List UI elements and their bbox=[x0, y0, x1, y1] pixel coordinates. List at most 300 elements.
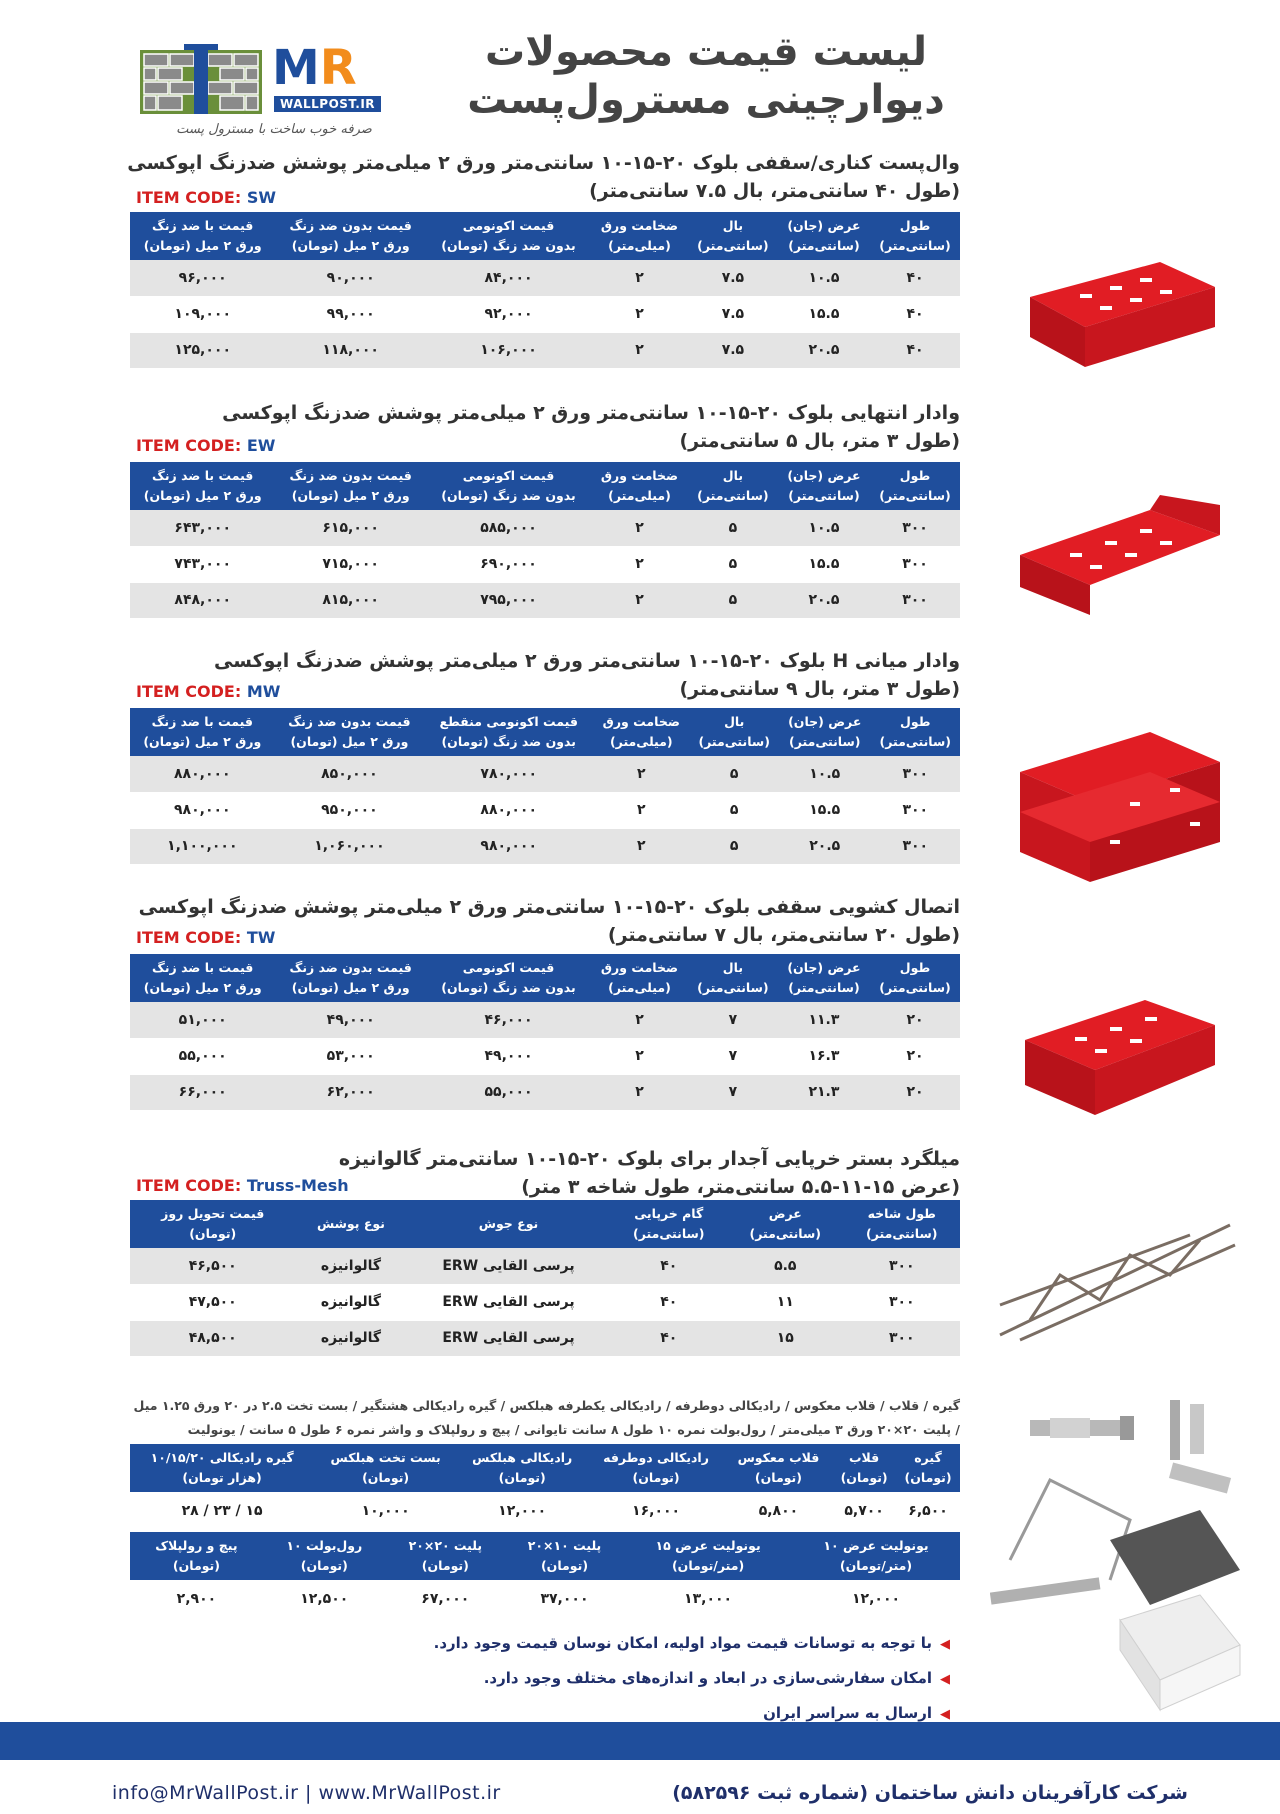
column-header bbox=[778, 462, 870, 510]
column-header-line: بدون ضد زنگ (تومان) bbox=[441, 488, 576, 503]
column-header bbox=[832, 1444, 896, 1492]
table-cell: ۳۰۰ bbox=[844, 1284, 960, 1320]
column-header-line: قیمت تحویل روز bbox=[161, 1206, 265, 1221]
column-header-line: بال bbox=[724, 714, 745, 729]
column-header-line: (سانتی‌متر) bbox=[879, 488, 951, 503]
table-cell: ۵,۷۰۰ bbox=[832, 1492, 896, 1530]
column-header bbox=[130, 1444, 314, 1492]
table-cell: ۵ bbox=[689, 792, 778, 828]
column-header-line: قیمت بدون ضد زنگ bbox=[289, 218, 412, 233]
column-header-line: (میلی‌متر) bbox=[608, 238, 671, 253]
column-header-line: (سانتی‌متر) bbox=[697, 238, 769, 253]
logo-wall-icon bbox=[140, 44, 262, 114]
table-cell: ۱۰.۵ bbox=[778, 510, 870, 546]
section-subtitle: (طول ۳ متر، بال ۹ سانتی‌متر) bbox=[679, 678, 960, 700]
section-title: میلگرد بستر خرپایی آجدار برای بلوک ۲۰-۱۵-۱۰ سانتی‌متر گالوانیزه bbox=[338, 1148, 960, 1170]
section-subtitle: (عرض ۱۵-۱۱-۵.۵ سانتی‌متر، طول شاخه ۳ متر) bbox=[521, 1176, 960, 1198]
column-header-line: عرض (جان) bbox=[787, 218, 861, 233]
table-cell: ۱۰.۵ bbox=[779, 756, 871, 792]
column-header-line: (تومان) bbox=[540, 1558, 589, 1573]
column-header-line: (میلی‌متر) bbox=[609, 734, 673, 749]
table-cell: ۱۵.۵ bbox=[778, 546, 870, 582]
table-cell: ۳۰۰ bbox=[871, 792, 960, 828]
column-header-line: (سانتی‌متر) bbox=[879, 238, 951, 253]
table-cell: ۷۱۵,۰۰۰ bbox=[275, 546, 426, 582]
table-row bbox=[130, 1284, 960, 1320]
section-title: وادار انتهایی بلوک ۲۰-۱۵-۱۰ سانتی‌متر ورق ۲ میلی‌متر پوشش ضدزنگ اپوکسی bbox=[222, 402, 960, 424]
column-header-line: گام خرپایی bbox=[634, 1206, 704, 1221]
column-header-line: قیمت با ضد زنگ bbox=[152, 468, 254, 483]
column-header-line: (متر/تومان) bbox=[671, 1558, 745, 1573]
table-cell: ۹۸۰,۰۰۰ bbox=[424, 828, 593, 864]
table-cell: ۵۸۵,۰۰۰ bbox=[426, 510, 591, 546]
column-header bbox=[130, 1200, 295, 1248]
column-header-line: (متر/تومان) bbox=[839, 1558, 913, 1573]
column-header-line: (سانتی‌متر) bbox=[788, 980, 860, 995]
column-header bbox=[130, 462, 275, 510]
table-cell: ۱۱.۳ bbox=[778, 1002, 870, 1038]
table-cell: ۵۵,۰۰۰ bbox=[130, 1038, 275, 1074]
table-cell: ۴۶,۰۰۰ bbox=[426, 1002, 591, 1038]
column-header-line: طول bbox=[899, 468, 931, 483]
note-text: امکان سفارشی‌سازی در ابعاد و اندازه‌های مختلف وجود دارد. bbox=[483, 1669, 932, 1687]
column-header-line: (سانتی‌متر) bbox=[879, 980, 951, 995]
table-cell: ۳۰۰ bbox=[870, 510, 960, 546]
table-cell: ۷۹۵,۰۰۰ bbox=[426, 582, 591, 618]
column-header-line: عرض bbox=[768, 1206, 802, 1221]
table-row bbox=[130, 582, 960, 618]
table-cell: پرسی القایی ERW bbox=[406, 1248, 610, 1284]
table-cell: ۳۰۰ bbox=[870, 546, 960, 582]
column-header bbox=[130, 212, 275, 260]
table-cell: ۵۵,۰۰۰ bbox=[426, 1074, 591, 1110]
column-header-line: قیمت با ضد زنگ bbox=[152, 960, 254, 975]
item-code-label: ITEM CODE: bbox=[136, 188, 242, 207]
footer-contact[interactable]: info@MrWallPost.ir | www.MrWallPost.ir bbox=[112, 1782, 501, 1804]
column-header bbox=[591, 212, 688, 260]
table-cell: ۲ bbox=[591, 546, 688, 582]
table-cell: ۸۴۸,۰۰۰ bbox=[130, 582, 275, 618]
table-cell: ۲۰.۵ bbox=[778, 332, 870, 368]
item-code bbox=[136, 928, 275, 947]
column-header bbox=[688, 954, 778, 1002]
footer-band bbox=[0, 1722, 1280, 1760]
table-cell: گالوانیزه bbox=[295, 1284, 406, 1320]
item-code-label: ITEM CODE: bbox=[136, 928, 242, 947]
table-cell: ۴۶,۵۰۰ bbox=[130, 1248, 295, 1284]
table-cell: ۳۷,۰۰۰ bbox=[505, 1580, 624, 1618]
column-header-line: قلاب bbox=[848, 1450, 880, 1465]
column-header-line: (هزار تومان) bbox=[182, 1470, 262, 1485]
column-header-line: پلیت ۲۰×۲۰ bbox=[408, 1538, 483, 1553]
table-row bbox=[130, 260, 960, 296]
table-row bbox=[130, 1074, 960, 1110]
table-cell: ۸۸۰,۰۰۰ bbox=[130, 756, 275, 792]
table-row bbox=[130, 1038, 960, 1074]
table-cell: پرسی القایی ERW bbox=[406, 1284, 610, 1320]
column-header-line: (تومان) bbox=[840, 1470, 888, 1485]
table-cell: ۱۵.۵ bbox=[779, 792, 871, 828]
column-header-line: یونولیت عرض ۱۵ bbox=[655, 1538, 761, 1553]
table-cell: ۴۰ bbox=[870, 296, 960, 332]
table-row bbox=[130, 332, 960, 368]
table-cell: ۴۹,۰۰۰ bbox=[426, 1038, 591, 1074]
table-cell: ۷.۵ bbox=[688, 296, 778, 332]
column-header-line: قیمت بدون ضد زنگ bbox=[289, 468, 412, 483]
triangle-bullet-icon: ◀ bbox=[940, 1707, 950, 1722]
table-cell: پرسی القایی ERW bbox=[406, 1320, 610, 1356]
table-cell: ۲ bbox=[591, 296, 688, 332]
table-header-row bbox=[130, 212, 960, 260]
item-code-label: ITEM CODE: bbox=[136, 1176, 242, 1195]
item-code-label: ITEM CODE: bbox=[136, 436, 242, 455]
item-code bbox=[136, 682, 280, 701]
column-header-line: عرض (جان) bbox=[787, 468, 861, 483]
column-header-line: بدون ضد زنگ (تومان) bbox=[441, 980, 576, 995]
logo-r: R bbox=[319, 40, 357, 96]
item-code-value: SW bbox=[246, 188, 276, 207]
table-cell: ۱۲,۰۰۰ bbox=[457, 1492, 587, 1530]
table-cell: ۲ bbox=[591, 1074, 688, 1110]
table-header-row bbox=[130, 954, 960, 1002]
table-cell: ۳۰۰ bbox=[870, 582, 960, 618]
table-cell: ۶۷,۰۰۰ bbox=[386, 1580, 505, 1618]
table-cell: ۱۱ bbox=[727, 1284, 843, 1320]
table-cell: ۵ bbox=[689, 828, 778, 864]
column-header-line: رادیکالی هبلکس bbox=[472, 1450, 573, 1465]
table-cell: ۷ bbox=[688, 1002, 778, 1038]
column-header-line: گیره رادیکالی ۱۰/۱۵/۲۰ bbox=[150, 1450, 294, 1465]
table-cell: ۹۰,۰۰۰ bbox=[275, 260, 426, 296]
column-header-line: قیمت بدون ضد زنگ bbox=[289, 960, 412, 975]
table-cell: ۱۲۵,۰۰۰ bbox=[130, 332, 275, 368]
table-cell: ۸۵۰,۰۰۰ bbox=[275, 756, 425, 792]
column-header-line: قیمت اکونومی bbox=[462, 960, 555, 975]
table-cell: ۱۰۹,۰۰۰ bbox=[130, 296, 275, 332]
column-header-line: بدون ضد زنگ (تومان) bbox=[441, 238, 576, 253]
table-cell: ۲۰ bbox=[870, 1074, 960, 1110]
table-cell: ۳۰۰ bbox=[871, 756, 960, 792]
column-header-line: (تومان) bbox=[189, 1226, 237, 1241]
accessories-image bbox=[990, 1390, 1250, 1720]
table-cell: ۴۷,۵۰۰ bbox=[130, 1284, 295, 1320]
column-header-line: قلاب معکوس bbox=[737, 1450, 820, 1465]
column-header-line: (سانتی‌متر) bbox=[866, 1226, 938, 1241]
logo-slogan: صرفه خوب ساخت با مسترول پست bbox=[176, 122, 372, 137]
table-cell: ۶۹۰,۰۰۰ bbox=[426, 546, 591, 582]
column-header-line: طول bbox=[900, 714, 931, 729]
table-header-row bbox=[130, 1532, 960, 1580]
wall-post-sw-image bbox=[1010, 242, 1230, 382]
table-cell: ۶۱۵,۰۰۰ bbox=[275, 510, 426, 546]
table-row bbox=[130, 510, 960, 546]
column-header bbox=[426, 212, 591, 260]
column-header-line: ضخامت ورق bbox=[600, 960, 679, 975]
column-header bbox=[406, 1200, 610, 1248]
table-cell: ۴۰ bbox=[611, 1284, 727, 1320]
table-cell: ۱۲,۵۰۰ bbox=[263, 1580, 386, 1618]
sliding-connector-tw-image bbox=[1015, 985, 1235, 1125]
column-header bbox=[727, 1200, 843, 1248]
table-cell: ۹۵۰,۰۰۰ bbox=[275, 792, 425, 828]
logo bbox=[140, 38, 410, 148]
column-header-line: قیمت با ضد زنگ bbox=[152, 218, 254, 233]
table-cell: ۱۰۶,۰۰۰ bbox=[426, 332, 591, 368]
item-code-value: MW bbox=[246, 682, 281, 701]
table-cell: ۸۱۵,۰۰۰ bbox=[275, 582, 426, 618]
column-header bbox=[611, 1200, 727, 1248]
column-header-line: (سانتی‌متر) bbox=[788, 488, 860, 503]
table-cell: گالوانیزه bbox=[295, 1248, 406, 1284]
accessories-intro-line: / پلیت ۲۰×۲۰ ورق ۳ میلی‌متر / رول‌بولت نمره ۱۰ طول ۸ سانت تایوانی / پیچ و رولپلاک و واشر نمره ۶ طول ۵ سانت / یونولیت bbox=[187, 1422, 960, 1437]
item-code bbox=[136, 188, 276, 207]
truss-price-table bbox=[130, 1200, 960, 1357]
column-header-line: بست تخت هبلکس bbox=[330, 1450, 441, 1465]
column-header bbox=[426, 462, 591, 510]
column-header-line: قیمت بدون ضد زنگ bbox=[288, 714, 411, 729]
column-header bbox=[426, 954, 591, 1002]
column-header-line: ورق ۲ میل (تومان) bbox=[291, 980, 410, 995]
item-code-label: ITEM CODE: bbox=[136, 682, 242, 701]
table-cell: ۲ bbox=[593, 792, 689, 828]
column-header bbox=[688, 212, 778, 260]
column-header-line: (سانتی‌متر) bbox=[697, 980, 769, 995]
column-header bbox=[593, 708, 689, 756]
middle-stud-mw-image bbox=[1010, 722, 1230, 882]
table-row bbox=[130, 296, 960, 332]
column-header bbox=[844, 1200, 960, 1248]
table-cell: ۵۱,۰۰۰ bbox=[130, 1002, 275, 1038]
table-cell: ۷ bbox=[688, 1038, 778, 1074]
column-header-line: طول bbox=[899, 960, 931, 975]
table-cell: ۴۹,۰۰۰ bbox=[275, 1002, 426, 1038]
column-header-line: طول bbox=[899, 218, 931, 233]
table-cell: ۴۰ bbox=[611, 1320, 727, 1356]
table-cell: ۱۵ / ۲۳ / ۲۸ bbox=[130, 1492, 314, 1530]
column-header-line: (تومان) bbox=[632, 1470, 680, 1485]
column-header-line: (تومان) bbox=[904, 1470, 952, 1485]
column-header-line: (تومان) bbox=[754, 1470, 802, 1485]
table-cell: ۲,۹۰۰ bbox=[130, 1580, 263, 1618]
triangle-bullet-icon: ◀ bbox=[940, 1637, 950, 1652]
column-header bbox=[870, 212, 960, 260]
table-cell: ۲ bbox=[593, 756, 689, 792]
column-header bbox=[870, 954, 960, 1002]
table-cell: ۳۰۰ bbox=[844, 1320, 960, 1356]
table-row bbox=[130, 1320, 960, 1356]
column-header-line: گیره bbox=[914, 1450, 942, 1465]
column-header bbox=[688, 462, 778, 510]
column-header-line: ورق ۲ میل (تومان) bbox=[291, 238, 410, 253]
table-cell: ۹۹,۰۰۰ bbox=[275, 296, 426, 332]
section-mw bbox=[130, 648, 960, 888]
table-cell: ۱۳,۰۰۰ bbox=[624, 1580, 792, 1618]
column-header-line: (تومان) bbox=[498, 1470, 546, 1485]
section-truss bbox=[130, 1146, 960, 1371]
column-header-line: عرض (جان) bbox=[788, 714, 862, 729]
table-cell: ۶۴۳,۰۰۰ bbox=[130, 510, 275, 546]
accessories-intro-line: گیره / قلاب / قلاب معکوس / رادیکالی دوطرفه / رادیکالی یکطرفه هبلکس / گیره رادیکالی هشتگیر / بست تخت ۲.۵ در ۲۰ ورق ۱.۲۵ میل bbox=[133, 1398, 960, 1413]
table-cell: ۱,۰۶۰,۰۰۰ bbox=[275, 828, 425, 864]
truss-mesh-image bbox=[990, 1215, 1240, 1345]
table-cell: ۵ bbox=[688, 582, 778, 618]
column-header-line: (تومان) bbox=[172, 1558, 220, 1573]
table-cell: ۷۴۳,۰۰۰ bbox=[130, 546, 275, 582]
table-header-row bbox=[130, 1200, 960, 1248]
section-ew bbox=[130, 400, 960, 640]
column-header bbox=[275, 708, 425, 756]
table-cell: ۱۶.۳ bbox=[778, 1038, 870, 1074]
page-subtitle: دیوارچینی مسترول‌پست bbox=[467, 77, 945, 123]
column-header-line: (تومان) bbox=[421, 1558, 469, 1573]
column-header-line: نوع جوش bbox=[478, 1216, 539, 1231]
table-cell: ۲۰.۵ bbox=[779, 828, 871, 864]
column-header-line: بال bbox=[722, 960, 744, 975]
table-cell: ۲۰ bbox=[870, 1038, 960, 1074]
column-header bbox=[779, 708, 871, 756]
column-header-line: یونولیت عرض ۱۰ bbox=[823, 1538, 929, 1553]
column-header-line: قیمت اکونومی منقطع bbox=[439, 714, 578, 729]
section-subtitle: (طول ۳ متر، بال ۵ سانتی‌متر) bbox=[679, 430, 960, 452]
column-header-line: (سانتی‌متر) bbox=[633, 1226, 705, 1241]
table-cell: ۱۵.۵ bbox=[778, 296, 870, 332]
table-cell: ۴۰ bbox=[611, 1248, 727, 1284]
logo-mark bbox=[272, 40, 357, 96]
column-header bbox=[275, 954, 426, 1002]
table-cell: ۷.۵ bbox=[688, 260, 778, 296]
table-cell: ۵,۸۰۰ bbox=[725, 1492, 832, 1530]
column-header bbox=[871, 708, 960, 756]
table-cell: ۳۰۰ bbox=[871, 828, 960, 864]
column-header bbox=[689, 708, 778, 756]
table-cell: ۲۰.۵ bbox=[778, 582, 870, 618]
section-title: وادار میانی H بلوک ۲۰-۱۵-۱۰ سانتی‌متر ورق ۲ میلی‌متر پوشش ضدزنگ اپوکسی bbox=[214, 650, 960, 672]
column-header-line: طول شاخه bbox=[867, 1206, 936, 1221]
column-header-line: ورق ۲ میل (تومان) bbox=[143, 734, 262, 749]
table-row bbox=[130, 546, 960, 582]
table-cell: ۲۰ bbox=[870, 1002, 960, 1038]
table-cell: ۸۴,۰۰۰ bbox=[426, 260, 591, 296]
table-cell: ۲ bbox=[591, 260, 688, 296]
logo-m: M bbox=[272, 40, 320, 96]
section-title: اتصال کشویی سقفی بلوک ۲۰-۱۵-۱۰ سانتی‌متر ورق ۲ میلی‌متر پوشش ضدزنگ اپوکسی bbox=[138, 896, 960, 918]
column-header bbox=[275, 462, 426, 510]
section-subtitle: (طول ۴۰ سانتی‌متر، بال ۷.۵ سانتی‌متر) bbox=[589, 180, 960, 202]
column-header bbox=[314, 1444, 457, 1492]
column-header-line: (تومان) bbox=[362, 1470, 410, 1485]
table-header-row bbox=[130, 708, 960, 756]
table-cell: ۴۰ bbox=[870, 260, 960, 296]
table-cell: ۱,۱۰۰,۰۰۰ bbox=[130, 828, 275, 864]
column-header-line: رادیکالی دوطرفه bbox=[603, 1450, 709, 1465]
column-header-line: (سانتی‌متر) bbox=[698, 734, 770, 749]
accessories-table-2 bbox=[130, 1532, 960, 1619]
table-cell: ۱۲,۰۰۰ bbox=[792, 1580, 960, 1618]
column-header bbox=[870, 462, 960, 510]
table-cell: ۷.۵ bbox=[688, 332, 778, 368]
table-cell: ۶,۵۰۰ bbox=[896, 1492, 960, 1530]
table-cell: ۴۸,۵۰۰ bbox=[130, 1320, 295, 1356]
price-table bbox=[130, 708, 960, 865]
section-title: وال‌پست کناری/سقفی بلوک ۲۰-۱۵-۱۰ سانتی‌متر ورق ۲ میلی‌متر پوشش ضدزنگ اپوکسی bbox=[127, 152, 960, 174]
column-header bbox=[130, 708, 275, 756]
table-cell: ۹۸۰,۰۰۰ bbox=[130, 792, 275, 828]
column-header-line: (میلی‌متر) bbox=[608, 488, 671, 503]
column-header-line: نوع پوشش bbox=[316, 1216, 385, 1231]
table-cell: ۱۵ bbox=[727, 1320, 843, 1356]
table-header-row bbox=[130, 462, 960, 510]
column-header-line: (تومان) bbox=[300, 1558, 348, 1573]
item-code bbox=[136, 436, 275, 455]
column-header-line: قیمت با ضد زنگ bbox=[151, 714, 253, 729]
column-header-line: ورق ۲ میل (تومان) bbox=[290, 734, 409, 749]
table-cell: ۵ bbox=[688, 510, 778, 546]
column-header-line: پیچ و رولپلاک bbox=[155, 1538, 238, 1553]
table-header-row bbox=[130, 1444, 960, 1492]
column-header-line: بال bbox=[722, 468, 744, 483]
column-header bbox=[424, 708, 593, 756]
column-header-line: پلیت ۱۰×۲۰ bbox=[527, 1538, 602, 1553]
table-row bbox=[130, 1580, 960, 1618]
column-header bbox=[778, 212, 870, 260]
column-header-line: (سانتی‌متر) bbox=[697, 488, 769, 503]
column-header bbox=[130, 1532, 263, 1580]
table-cell: ۴۰ bbox=[870, 332, 960, 368]
table-row bbox=[130, 756, 960, 792]
table-row bbox=[130, 792, 960, 828]
accessories-intro bbox=[120, 1394, 960, 1442]
column-header-line: ضخامت ورق bbox=[602, 714, 680, 729]
end-stud-ew-image bbox=[1010, 495, 1230, 635]
table-cell: ۹۶,۰۰۰ bbox=[130, 260, 275, 296]
table-cell: ۹۲,۰۰۰ bbox=[426, 296, 591, 332]
column-header bbox=[587, 1444, 724, 1492]
column-header-line: (سانتی‌متر) bbox=[788, 734, 861, 749]
column-header-line: بال bbox=[722, 218, 744, 233]
column-header-line: بدون ضد زنگ (تومان) bbox=[441, 734, 576, 749]
table-cell: ۷۸۰,۰۰۰ bbox=[424, 756, 593, 792]
table-cell: ۵ bbox=[688, 546, 778, 582]
logo-website: WALLPOST.IR bbox=[274, 96, 381, 112]
column-header bbox=[792, 1532, 960, 1580]
table-cell: ۱۱۸,۰۰۰ bbox=[275, 332, 426, 368]
column-header-line: ورق ۲ میل (تومان) bbox=[291, 488, 410, 503]
item-code-value: Truss-Mesh bbox=[246, 1176, 349, 1195]
column-header-line: ورق ۲ میل (تومان) bbox=[143, 488, 262, 503]
item-code-value: TW bbox=[246, 928, 276, 947]
column-header-line: ضخامت ورق bbox=[600, 218, 679, 233]
column-header bbox=[778, 954, 870, 1002]
table-row bbox=[130, 1002, 960, 1038]
table-cell: ۱۰,۰۰۰ bbox=[314, 1492, 457, 1530]
table-row bbox=[130, 1248, 960, 1284]
table-cell: ۵.۵ bbox=[727, 1248, 843, 1284]
column-header bbox=[624, 1532, 792, 1580]
triangle-bullet-icon: ◀ bbox=[940, 1672, 950, 1687]
accessories-table-1 bbox=[130, 1444, 960, 1531]
table-cell: ۳۰۰ bbox=[844, 1248, 960, 1284]
table-cell: ۲ bbox=[591, 1002, 688, 1038]
notes-list bbox=[310, 1628, 950, 1733]
column-header-line: (سانتی‌متر) bbox=[749, 1226, 822, 1241]
table-row bbox=[130, 1492, 960, 1530]
note-item bbox=[310, 1663, 950, 1698]
table-cell: ۲ bbox=[593, 828, 689, 864]
price-table bbox=[130, 212, 960, 369]
table-cell: ۶۲,۰۰۰ bbox=[275, 1074, 426, 1110]
column-header bbox=[457, 1444, 587, 1492]
column-header bbox=[591, 954, 688, 1002]
